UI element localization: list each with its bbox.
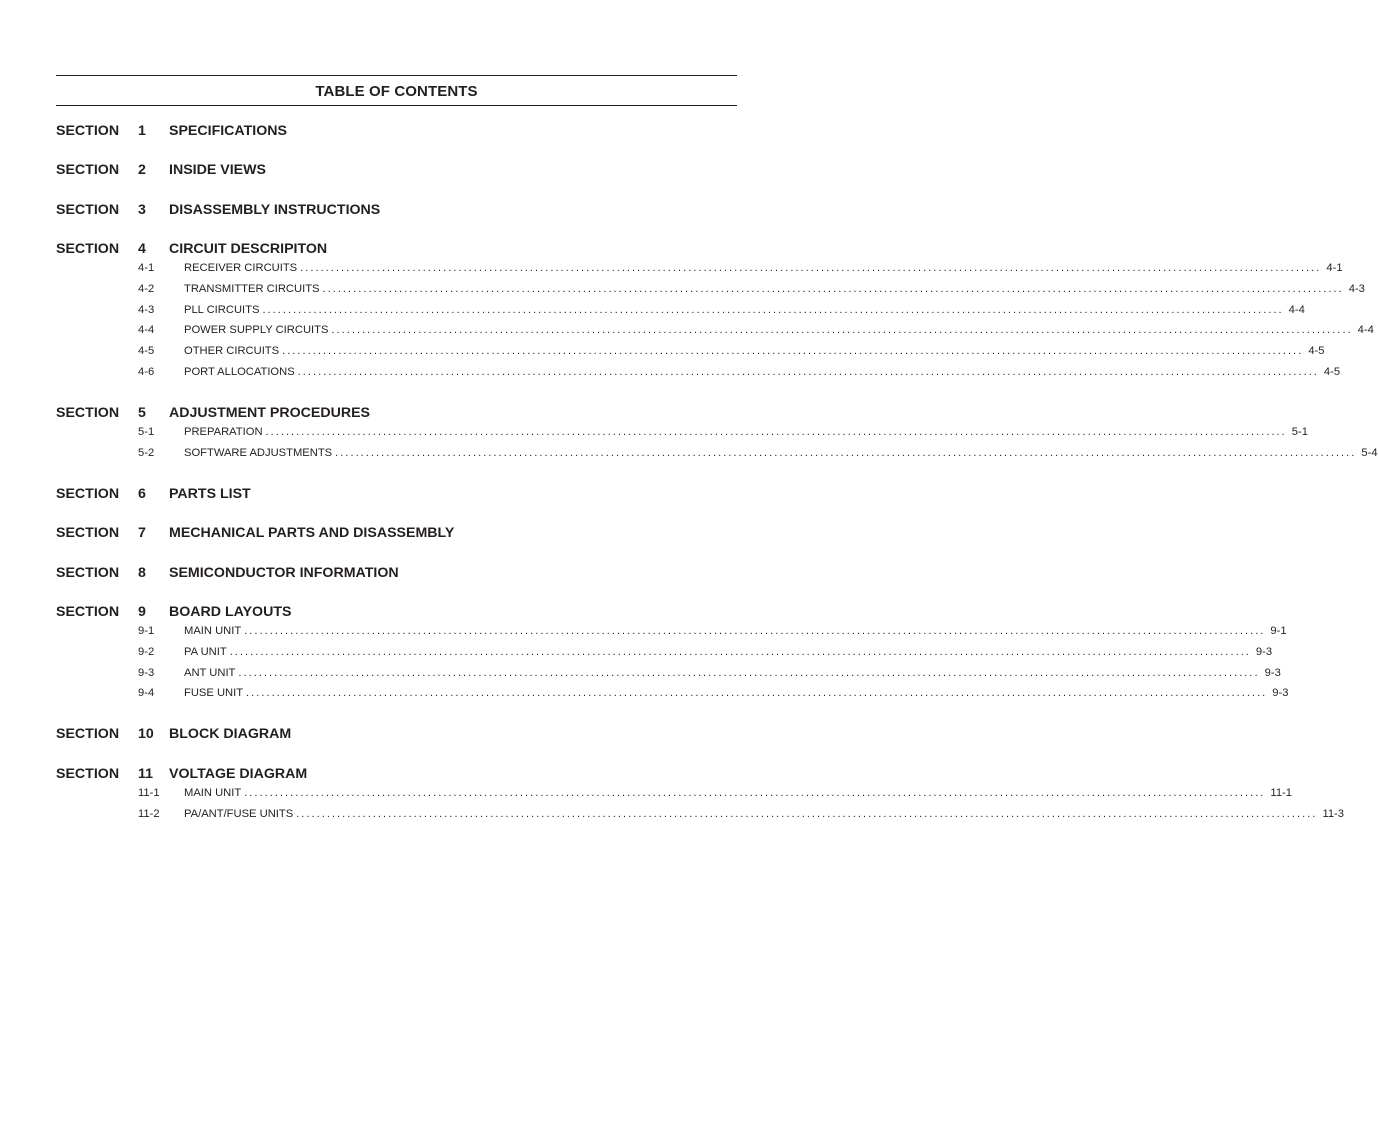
toc-section — [56, 763, 1344, 820]
dot-leader: ........................................................................................................................................................................................................ — [265, 426, 1287, 438]
subsection-list — [56, 422, 1378, 464]
section-title: SEMICONDUCTOR INFORMATION — [169, 565, 399, 581]
dot-leader: ........................................................................................................................................................................................................ — [244, 787, 1266, 799]
section-heading[interactable] — [56, 483, 716, 505]
toc-entry[interactable] — [56, 300, 1305, 321]
page-number: 11-3 — [1322, 807, 1344, 820]
section-heading[interactable] — [56, 159, 716, 181]
subsection-list — [56, 258, 1374, 383]
section-label: SECTION — [56, 202, 120, 218]
section-title: BLOCK DIAGRAM — [169, 726, 292, 742]
section-heading[interactable] — [56, 601, 716, 623]
section-title: PARTS LIST — [169, 486, 251, 502]
toc-section — [56, 723, 716, 745]
section-heading[interactable] — [56, 562, 716, 584]
subsection-title: ANT UNIT — [184, 666, 236, 679]
page-number: 5-1 — [1291, 426, 1308, 438]
section-label: SECTION — [56, 241, 120, 257]
subsection-number: 5-1 — [138, 426, 155, 438]
section-title: SPECIFICATIONS — [169, 123, 287, 139]
toc-section — [56, 562, 716, 584]
subsection-number: 9-2 — [138, 645, 155, 658]
page-number: 4-3 — [1348, 282, 1365, 295]
section-label: SECTION — [56, 565, 120, 581]
section-title: CIRCUIT DESCRIPITON — [169, 241, 328, 257]
section-heading[interactable] — [56, 763, 716, 785]
subsection-title: MAIN UNIT — [184, 787, 242, 799]
dot-leader: ........................................................................................................................................................................................................ — [331, 324, 1353, 337]
section-heading[interactable] — [56, 522, 716, 544]
toc-entry[interactable] — [56, 621, 1287, 642]
subsection-number: 4-6 — [138, 365, 155, 378]
section-title: INSIDE VIEWS — [169, 162, 266, 178]
section-heading[interactable] — [56, 120, 716, 142]
section-number: 8 — [138, 565, 146, 581]
section-number: 2 — [138, 162, 146, 178]
subsection-number: 4-3 — [138, 303, 155, 316]
subsection-number: 4-4 — [138, 324, 155, 337]
page-number: 11-1 — [1270, 787, 1292, 799]
subsection-number: 5-2 — [138, 446, 155, 459]
page-number: 4-4 — [1288, 303, 1305, 316]
subsection-title: MAIN UNIT — [184, 625, 242, 637]
subsection-number: 4-1 — [138, 262, 155, 274]
page-number: 5-4 — [1361, 446, 1378, 459]
section-label: SECTION — [56, 123, 120, 139]
section-number: 11 — [138, 766, 153, 782]
subsection-title: PA/ANT/FUSE UNITS — [184, 807, 294, 820]
subsection-title: PA UNIT — [184, 645, 227, 658]
toc-entry[interactable] — [56, 804, 1344, 825]
toc-entry[interactable] — [56, 642, 1273, 663]
toc-section — [56, 159, 716, 181]
section-title: ADJUSTMENT PROCEDURES — [169, 405, 371, 421]
toc-section — [56, 483, 716, 505]
subsection-number: 9-4 — [138, 687, 155, 700]
subsection-title: RECEIVER CIRCUITS — [184, 262, 298, 274]
section-number: 10 — [138, 726, 154, 742]
subsection-title: PLL CIRCUITS — [184, 303, 260, 316]
subsection-title: TRANSMITTER CIRCUITS — [184, 282, 320, 295]
toc-section — [56, 402, 1378, 459]
subsection-title: PREPARATION — [184, 426, 263, 438]
toc-entry[interactable] — [56, 783, 1292, 804]
page-number: 9-3 — [1272, 687, 1289, 700]
toc-entry[interactable] — [56, 279, 1365, 300]
dot-leader: ........................................................................................................................................................................................................ — [244, 625, 1266, 637]
section-label: SECTION — [56, 405, 120, 421]
page-number: 4-4 — [1357, 324, 1374, 337]
subsection-number: 11-2 — [138, 807, 160, 820]
subsection-number: 9-3 — [138, 666, 155, 679]
dot-leader: ........................................................................................................................................................................................................ — [322, 282, 1344, 295]
toc-entry[interactable] — [56, 663, 1281, 684]
section-label: SECTION — [56, 486, 120, 502]
page-title: TABLE OF CONTENTS — [315, 83, 478, 100]
subsection-title: OTHER CIRCUITS — [184, 345, 280, 358]
section-title: BOARD LAYOUTS — [169, 604, 292, 620]
section-number: 9 — [138, 604, 146, 620]
section-title: MECHANICAL PARTS AND DISASSEMBLY — [169, 525, 455, 541]
toc-section — [56, 238, 1374, 378]
page-number: 9-1 — [1270, 625, 1287, 637]
section-label: SECTION — [56, 162, 120, 178]
toc-section — [56, 199, 716, 221]
subsection-title: FUSE UNIT — [184, 687, 244, 700]
toc-entry[interactable] — [56, 422, 1308, 443]
subsection-list — [56, 783, 1344, 825]
toc-entry[interactable] — [56, 258, 1343, 279]
subsection-number: 9-1 — [138, 625, 155, 637]
dot-leader: ........................................................................................................................................................................................................ — [282, 345, 1304, 358]
dot-leader: ........................................................................................................................................................................................................ — [229, 645, 1251, 658]
dot-leader: ........................................................................................................................................................................................................ — [296, 807, 1318, 820]
dot-leader: ........................................................................................................................................................................................................ — [262, 303, 1284, 316]
header-rule-top — [56, 75, 737, 76]
section-number: 7 — [138, 525, 146, 541]
section-label: SECTION — [56, 525, 120, 541]
dot-leader: ........................................................................................................................................................................................................ — [300, 262, 1322, 274]
toc-entry[interactable] — [56, 320, 1374, 341]
page-number: 9-3 — [1255, 645, 1273, 658]
section-number: 1 — [138, 123, 146, 139]
section-heading[interactable] — [56, 199, 716, 221]
subsection-number: 4-2 — [138, 282, 155, 295]
toc-section — [56, 601, 1289, 700]
section-label: SECTION — [56, 766, 120, 782]
subsection-title: POWER SUPPLY CIRCUITS — [184, 324, 329, 337]
section-title: VOLTAGE DIAGRAM — [169, 766, 308, 782]
header-rule-bottom — [56, 105, 737, 106]
page-number: 4-1 — [1326, 262, 1343, 274]
subsection-title: SOFTWARE ADJUSTMENTS — [184, 446, 333, 459]
toc-entry[interactable] — [56, 683, 1289, 704]
section-number: 6 — [138, 486, 146, 502]
toc-section — [56, 120, 716, 142]
toc-entry[interactable] — [56, 443, 1378, 464]
subsection-list — [56, 621, 1289, 704]
section-number: 3 — [138, 202, 146, 218]
dot-leader: ........................................................................................................................................................................................................ — [297, 365, 1319, 378]
section-number: 4 — [138, 241, 146, 257]
subsection-title: PORT ALLOCATIONS — [184, 365, 295, 378]
subsection-number: 4-5 — [138, 345, 155, 358]
dot-leader: ........................................................................................................................................................................................................ — [238, 666, 1260, 679]
dot-leader: ........................................................................................................................................................................................................ — [335, 446, 1357, 459]
section-heading[interactable] — [56, 402, 716, 424]
subsection-number: 11-1 — [138, 787, 160, 799]
page-number: 4-5 — [1308, 345, 1325, 358]
section-number: 5 — [138, 405, 146, 421]
page-number: 4-5 — [1323, 365, 1341, 378]
toc-section — [56, 522, 716, 544]
section-heading[interactable] — [56, 723, 716, 745]
section-label: SECTION — [56, 604, 120, 620]
dot-leader: ........................................................................................................................................................................................................ — [246, 687, 1268, 700]
toc-entry[interactable] — [56, 341, 1325, 362]
section-title: DISASSEMBLY INSTRUCTIONS — [169, 202, 381, 218]
section-label: SECTION — [56, 726, 120, 742]
toc-entry[interactable] — [56, 362, 1341, 383]
section-heading[interactable] — [56, 238, 716, 260]
page-number: 9-3 — [1264, 666, 1281, 679]
